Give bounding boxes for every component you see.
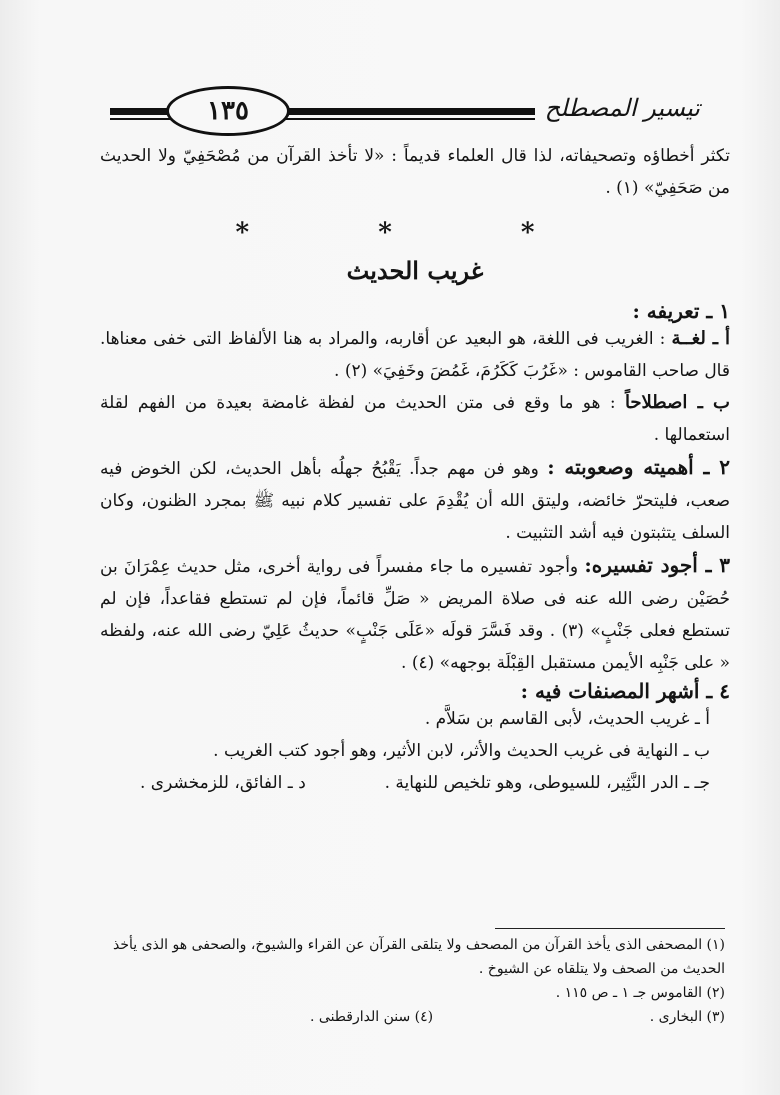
section-heading: ١ ـ تعريفه : [632, 299, 730, 323]
list-item: أ ـ غريب الحديث، لأبى القاسم بن سَلاَّم . [424, 709, 710, 729]
section-heading: ٤ ـ أشهر المصنفات فيه : [520, 679, 730, 703]
footnote-4: (٤) سنن الدارقطنى . [310, 1009, 434, 1025]
section-best-explanation [100, 549, 730, 679]
footnotes [100, 928, 725, 1029]
list-item: ب ـ النهاية فى غريب الحديث والأثر، لابن الأثير، وهو أجود كتب الغريب . [213, 741, 710, 761]
footnote-1: (١) المصحفى الذى يأخذ القرآن من المصحف ولا يتلقى القرآن عن القراء والشيوخ، والصحفى هو الذى يأخذ الحديث من الصحف ولا يتلقاه عن الشيوخ . [112, 937, 725, 977]
header-rule-left-thin [110, 118, 170, 120]
list-row [100, 767, 730, 799]
page-body [100, 140, 730, 799]
chapter-title: غريب الحديث [346, 256, 484, 285]
definition-technical [100, 387, 730, 451]
definition-technical-text: : هو ما وقع فى متن الحديث من لفظة غامضة بعيدة من الفهم لقلة استعمالها . [100, 393, 730, 445]
intro-paragraph: تكثر أخطاؤه وتصحيفاته، لذا قال العلماء قديماً : «لا تأخذ القرآن من مُصْحَفِيّ ولا الحديث من صَحَفِيّ» (١) . [100, 146, 730, 198]
definition-technical-label: ب ـ اصطلاحاً [624, 392, 731, 413]
footnote-2: (٢) القاموس جـ ١ ـ ص ١١٥ . [555, 985, 725, 1001]
definition-linguistic-label: أ ـ لغــة [671, 328, 730, 349]
section-heading: ٢ ـ أهميته وصعوبته : [547, 455, 731, 479]
section-famous-works [100, 679, 730, 799]
page-number: ١٣٥ [166, 86, 290, 136]
footnote-divider [495, 928, 725, 929]
header-rule-left [110, 108, 170, 115]
running-title: تيسير المصطلح [535, 94, 710, 122]
footnote-3: (٣) البخارى . [649, 1009, 725, 1025]
section-importance [100, 451, 730, 549]
definition-linguistic [100, 323, 730, 387]
section-definition [100, 299, 730, 451]
page-header [110, 86, 710, 134]
best-explanation-text: وأجود تفسيره ما جاء مفسراً فى رواية أخرى، مثل حديث عِمْرَانَ بن حُصَيْن رضى الله عنه فى صلاة المريض « صَلِّ قائماً، فإن لم تستطع فقاعداً، فإن لم تستطع فعلى جَنْبٍ» (٣) . وقد فَسَّرَ قولَه «عَلَى جَنْبٍ» حديثُ عَلِيّ رضى الله عنه، ولفظه « على جَنْبِه الأيمن مستقبل القِبْلَة بوجهه» (٤) . [100, 557, 730, 673]
section-heading: ٣ ـ أجود تفسيره: [584, 553, 730, 577]
footnote-row [100, 1005, 725, 1029]
separator-stars: * * * [235, 218, 595, 248]
importance-text: وهو فن مهم جداً. يَقْبُحُ جهلُه بأهل الحديث، لكن الخوض فيه صعب، فليتحرّ خائضه، وليتق الله أن يُقْدِمَ على تفسير كلام نبيه ﷺ بمجرد الظنون، وكان السلف يتثبتون فيه أشد التثبيت . [100, 459, 730, 543]
list-item: د ـ الفائق، للزمخشرى . [140, 773, 306, 793]
definition-linguistic-text: : الغريب فى اللغة، هو البعيد عن أقاربه، والمراد به هنا الألفاظ التى خفى معناها. قال صاحب القاموس : «غَرُبَ كَكَرُمَ، غَمُضَ وخَفِيَ» (٢) . [100, 329, 730, 381]
list-item: جـ ـ الدر النَّثِير، للسيوطى، وهو تلخيص للنهاية . [384, 773, 710, 793]
